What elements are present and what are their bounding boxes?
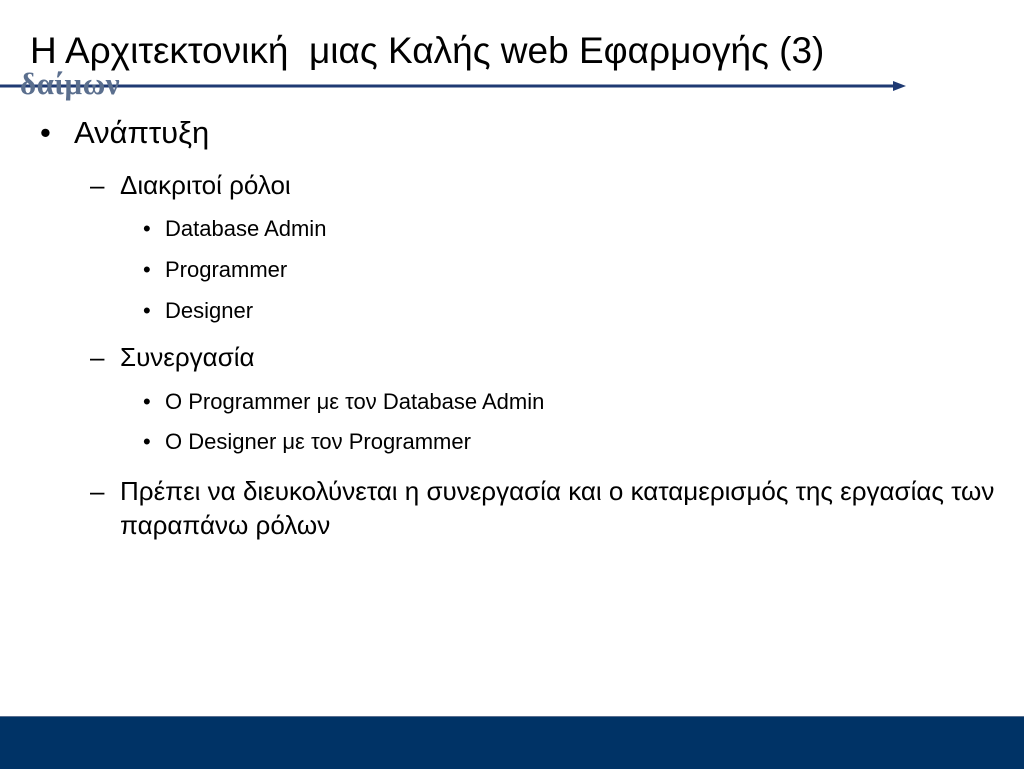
slide-title: Η Αρχιτεκτονική μιας Καλής web Εφαρμογής (3) bbox=[30, 30, 825, 71]
list-item bbox=[143, 388, 544, 416]
dash-marker: – bbox=[90, 476, 105, 506]
bullet-development bbox=[40, 113, 209, 153]
list-item-text: Programmer bbox=[165, 257, 288, 282]
list-item-text: O Programmer με τον Database Admin bbox=[165, 389, 545, 414]
list-item-text: Database Admin bbox=[165, 216, 327, 241]
list-item bbox=[143, 297, 253, 325]
bullet-marker: • bbox=[143, 257, 151, 282]
subbullet-distinct-roles bbox=[90, 168, 1010, 202]
bullet-text: Ανάπτυξη bbox=[74, 115, 210, 150]
bullet-marker: • bbox=[143, 389, 151, 414]
dash-marker: – bbox=[90, 170, 105, 200]
list-item bbox=[143, 215, 326, 243]
subbullet-text: Συνεργασία bbox=[120, 342, 255, 372]
bullet-marker: • bbox=[143, 216, 151, 241]
list-item bbox=[143, 256, 287, 284]
footer-bar bbox=[0, 716, 1024, 769]
subbullet-collaboration bbox=[90, 340, 1010, 374]
daimon-logo: δαίμων bbox=[20, 66, 121, 101]
dash-marker: – bbox=[90, 342, 105, 372]
list-item-text: Designer bbox=[165, 298, 254, 323]
list-item bbox=[143, 428, 471, 456]
bullet-marker: • bbox=[40, 115, 51, 150]
title-underline-arrow bbox=[0, 80, 910, 92]
bullet-marker: • bbox=[143, 298, 151, 323]
subbullet-text: Πρέπει να διευκολύνεται η συνεργασία και ο καταμερισμός της εργασίας των παραπάνω ρόλων bbox=[120, 476, 995, 540]
list-item-text: O Designer με τον Programmer bbox=[165, 429, 471, 454]
subbullet-facilitation bbox=[90, 474, 1010, 542]
bullet-marker: • bbox=[143, 429, 151, 454]
subbullet-text: Διακριτοί ρόλοι bbox=[120, 170, 291, 200]
